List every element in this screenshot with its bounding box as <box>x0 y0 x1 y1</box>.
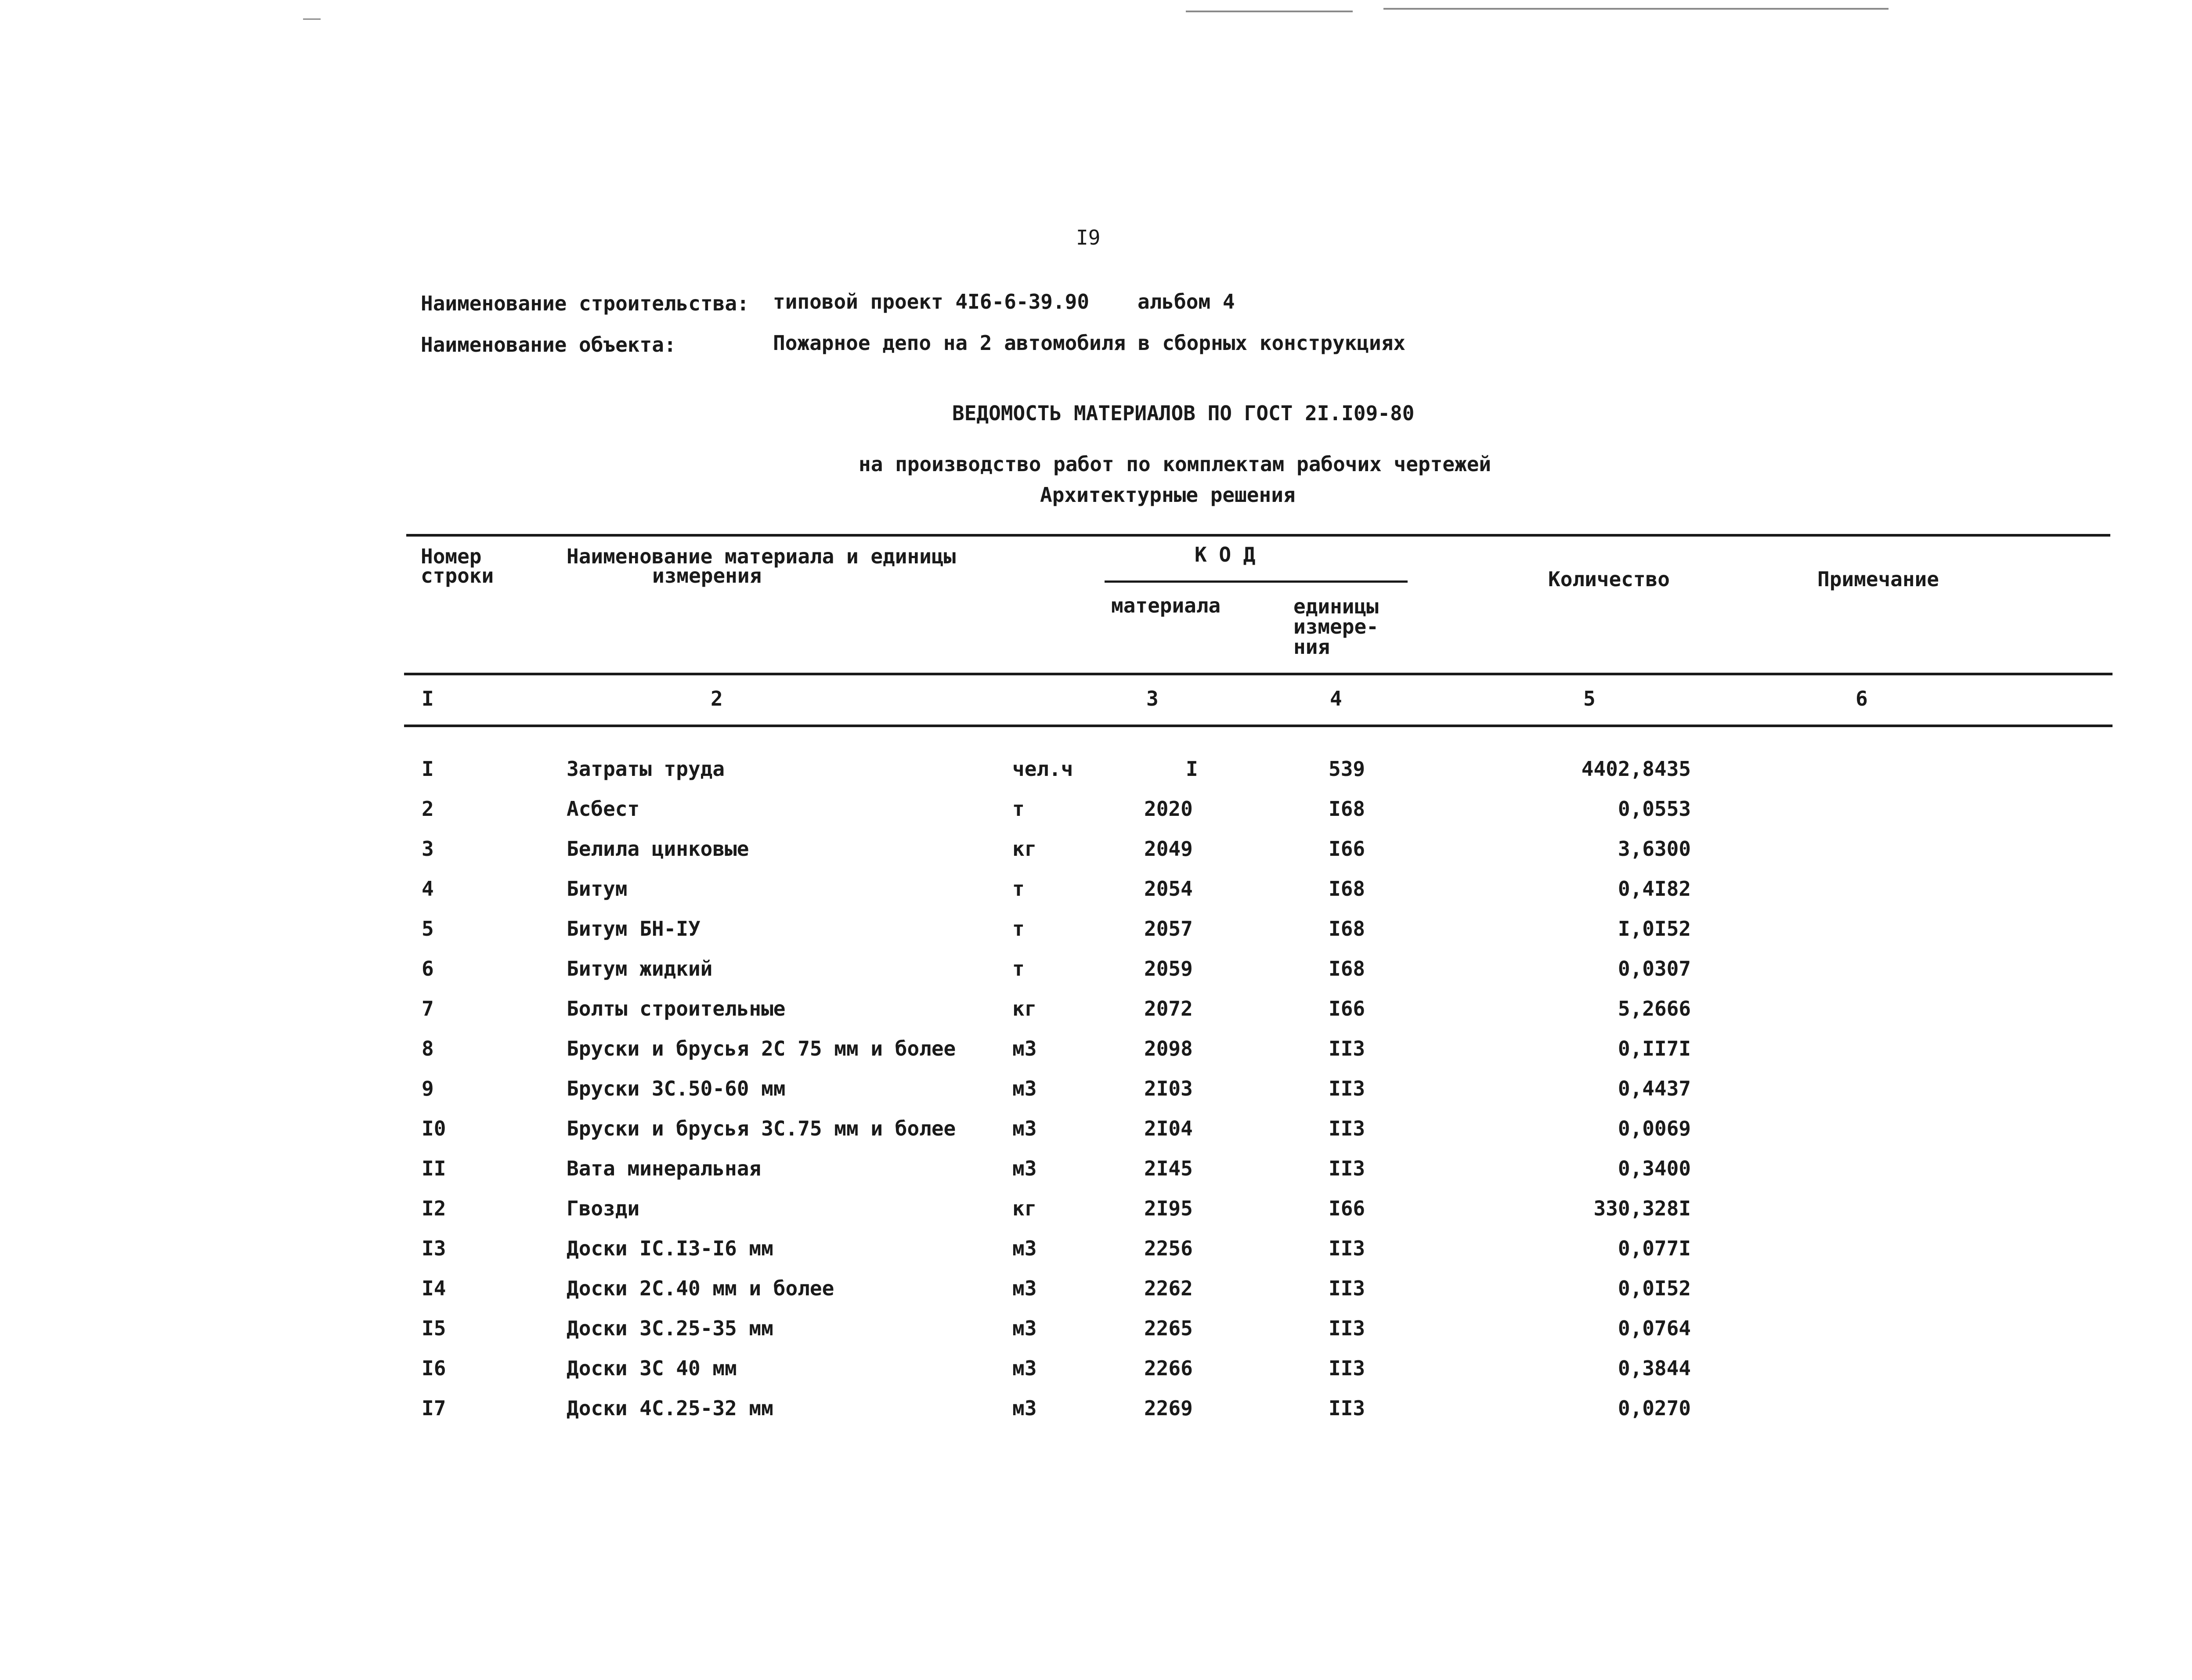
unit: т <box>1012 917 1025 941</box>
header-material-code: материала <box>1111 594 1221 617</box>
row-number: I2 <box>422 1197 446 1220</box>
table-row <box>0 1398 2192 1424</box>
header-unit-code-3: ния <box>1293 635 1330 659</box>
material-code: 2I45 <box>1144 1157 1193 1180</box>
material-name: Доски 4С.25-32 мм <box>567 1396 773 1420</box>
column-number-6: 6 <box>1856 687 1868 710</box>
unit: т <box>1012 877 1025 901</box>
row-number: I <box>422 757 434 781</box>
unit: м3 <box>1012 1396 1037 1420</box>
column-number-1: I <box>422 687 434 710</box>
unit: м3 <box>1012 1276 1037 1300</box>
object-label: Наименование объекта: <box>421 333 676 357</box>
material-code: 2072 <box>1144 997 1193 1020</box>
unit-code: I66 <box>1329 837 1365 861</box>
material-code: 2I03 <box>1144 1077 1193 1100</box>
material-name: Битум <box>567 877 628 901</box>
unit-code: II3 <box>1329 1077 1365 1100</box>
quantity: 0,3400 <box>1618 1157 1691 1180</box>
unit: м3 <box>1012 1237 1037 1260</box>
material-name: Доски 2С.40 мм и более <box>567 1276 834 1300</box>
row-number: I6 <box>422 1356 446 1380</box>
table-row <box>0 999 2192 1025</box>
unit: кг <box>1012 1197 1037 1220</box>
table-row <box>0 1358 2192 1384</box>
material-code: 2I04 <box>1144 1117 1193 1140</box>
quantity: 0,077I <box>1618 1237 1691 1260</box>
table-row <box>0 1078 2192 1105</box>
quantity: 0,0553 <box>1618 797 1691 821</box>
material-code: 2057 <box>1144 917 1193 941</box>
scan-mark <box>303 18 321 20</box>
row-number: I0 <box>422 1117 446 1140</box>
quantity: 0,0I52 <box>1618 1276 1691 1300</box>
quantity: 3,6300 <box>1618 837 1691 861</box>
material-name: Битум жидкий <box>567 957 713 981</box>
unit-code: 539 <box>1329 757 1365 781</box>
header-quantity: Количество <box>1548 567 1670 591</box>
table-row <box>0 879 2192 905</box>
unit-code: I68 <box>1329 917 1365 941</box>
material-code: 2265 <box>1144 1316 1193 1340</box>
material-name: Доски IС.I3-I6 мм <box>567 1237 773 1260</box>
scan-mark <box>1383 8 1889 10</box>
table-row <box>0 1198 2192 1225</box>
header-code-group: К О Д <box>1195 543 1256 566</box>
material-name: Болты строительные <box>567 997 786 1020</box>
row-number: I7 <box>422 1396 446 1420</box>
row-number: I4 <box>422 1276 446 1300</box>
quantity: 0,0764 <box>1618 1316 1691 1340</box>
material-code: 2054 <box>1144 877 1193 901</box>
unit: м3 <box>1012 1157 1037 1180</box>
header-material-name: Наименование материала и единицы <box>567 544 956 568</box>
header-unit-code-2: измере- <box>1293 615 1379 638</box>
material-name: Вата минеральная <box>567 1157 762 1180</box>
unit: т <box>1012 797 1025 821</box>
unit: м3 <box>1012 1037 1037 1060</box>
material-name: Битум БН-IУ <box>567 917 701 941</box>
material-code: 2098 <box>1144 1037 1193 1060</box>
construction-value: типовой проект 4I6-6-39.90 <box>773 290 1090 314</box>
row-number: 7 <box>422 997 434 1020</box>
column-numbers-rule <box>404 725 2113 727</box>
unit: чел.ч <box>1012 757 1073 781</box>
row-number: I3 <box>422 1237 446 1260</box>
page-number: I9 <box>1076 226 1101 249</box>
table-row <box>0 1318 2192 1345</box>
material-code: 2049 <box>1144 837 1193 861</box>
quantity: 330,328I <box>1593 1197 1691 1220</box>
table-row <box>0 839 2192 865</box>
quantity: 0,0270 <box>1618 1396 1691 1420</box>
material-name: Бруски 3С.50-60 мм <box>567 1077 786 1100</box>
table-row <box>0 759 2192 785</box>
construction-label: Наименование строительства: <box>421 292 749 315</box>
unit-code: II3 <box>1329 1037 1365 1060</box>
column-number-2: 2 <box>711 687 723 710</box>
row-number: 5 <box>422 917 434 941</box>
unit-code: II3 <box>1329 1117 1365 1140</box>
document-title: ВЕДОМОСТЬ МАТЕРИАЛОВ ПО ГОСТ 2I.I09-80 <box>952 401 1415 425</box>
row-number: I5 <box>422 1316 446 1340</box>
row-number: 8 <box>422 1037 434 1060</box>
unit: м3 <box>1012 1117 1037 1140</box>
table-row <box>0 1038 2192 1065</box>
quantity: 0,0307 <box>1618 957 1691 981</box>
quantity: I,0I52 <box>1618 917 1691 941</box>
material-name: Гвозди <box>567 1197 640 1220</box>
unit-code: I66 <box>1329 997 1365 1020</box>
table-row <box>0 1118 2192 1145</box>
unit-code: I66 <box>1329 1197 1365 1220</box>
material-code: 2269 <box>1144 1396 1193 1420</box>
row-number: 2 <box>422 797 434 821</box>
material-code: 2020 <box>1144 797 1193 821</box>
quantity: 0,4437 <box>1618 1077 1691 1100</box>
header-unit-code: единицы <box>1293 595 1379 618</box>
material-code: I <box>1186 757 1198 781</box>
unit-code: II3 <box>1329 1276 1365 1300</box>
object-value: Пожарное депо на 2 автомобиля в сборных конструкциях <box>773 331 1406 355</box>
material-code: 2059 <box>1144 957 1193 981</box>
column-number-5: 5 <box>1583 687 1596 710</box>
row-number: 9 <box>422 1077 434 1100</box>
unit-code: I68 <box>1329 877 1365 901</box>
material-code: 2262 <box>1144 1276 1193 1300</box>
code-group-rule <box>1105 580 1408 583</box>
row-number: II <box>422 1157 446 1180</box>
document-subtitle: на производство работ по комплектам рабочих чертежей <box>859 452 1491 476</box>
scan-mark <box>1186 11 1353 12</box>
table-row <box>0 919 2192 945</box>
material-name: Доски 3С 40 мм <box>567 1356 737 1380</box>
quantity: 0,II7I <box>1618 1037 1691 1060</box>
unit: м3 <box>1012 1077 1037 1100</box>
quantity: 0,0069 <box>1618 1117 1691 1140</box>
material-name: Бруски и брусья 3С.75 мм и более <box>567 1117 956 1140</box>
section-title: Архитектурные решения <box>1040 483 1296 507</box>
unit-code: I68 <box>1329 797 1365 821</box>
row-number: 4 <box>422 877 434 901</box>
unit: м3 <box>1012 1356 1037 1380</box>
header-note: Примечание <box>1817 567 1939 591</box>
header-row-number-2: строки <box>421 564 494 588</box>
quantity: 0,3844 <box>1618 1356 1691 1380</box>
material-code: 2256 <box>1144 1237 1193 1260</box>
material-code: 2266 <box>1144 1356 1193 1380</box>
header-bottom-rule <box>404 673 2113 675</box>
material-name: Белила цинковые <box>567 837 749 861</box>
material-name: Бруски и брусья 2С 75 мм и более <box>567 1037 956 1060</box>
unit-code: I68 <box>1329 957 1365 981</box>
unit-code: II3 <box>1329 1237 1365 1260</box>
unit: кг <box>1012 997 1037 1020</box>
column-number-4: 4 <box>1330 687 1342 710</box>
album-label: альбом 4 <box>1138 290 1235 314</box>
material-name: Асбест <box>567 797 640 821</box>
table-row <box>0 1278 2192 1305</box>
material-name: Затраты труда <box>567 757 725 781</box>
unit-code: II3 <box>1329 1356 1365 1380</box>
quantity: 5,2666 <box>1618 997 1691 1020</box>
row-number: 6 <box>422 957 434 981</box>
unit-code: II3 <box>1329 1157 1365 1180</box>
material-name: Доски 3С.25-35 мм <box>567 1316 773 1340</box>
table-row <box>0 959 2192 985</box>
quantity: 0,4I82 <box>1618 877 1691 901</box>
table-row <box>0 1158 2192 1185</box>
table-row <box>0 1238 2192 1265</box>
unit-code: II3 <box>1329 1316 1365 1340</box>
unit: т <box>1012 957 1025 981</box>
column-number-3: 3 <box>1146 687 1159 710</box>
table-top-rule <box>406 534 2110 537</box>
unit: кг <box>1012 837 1037 861</box>
quantity: 4402,8435 <box>1581 757 1691 781</box>
header-material-name-2: измерения <box>652 564 762 588</box>
material-code: 2I95 <box>1144 1197 1193 1220</box>
header-row-number: Номер <box>421 544 482 568</box>
unit-code: II3 <box>1329 1396 1365 1420</box>
row-number: 3 <box>422 837 434 861</box>
unit: м3 <box>1012 1316 1037 1340</box>
table-row <box>0 799 2192 825</box>
